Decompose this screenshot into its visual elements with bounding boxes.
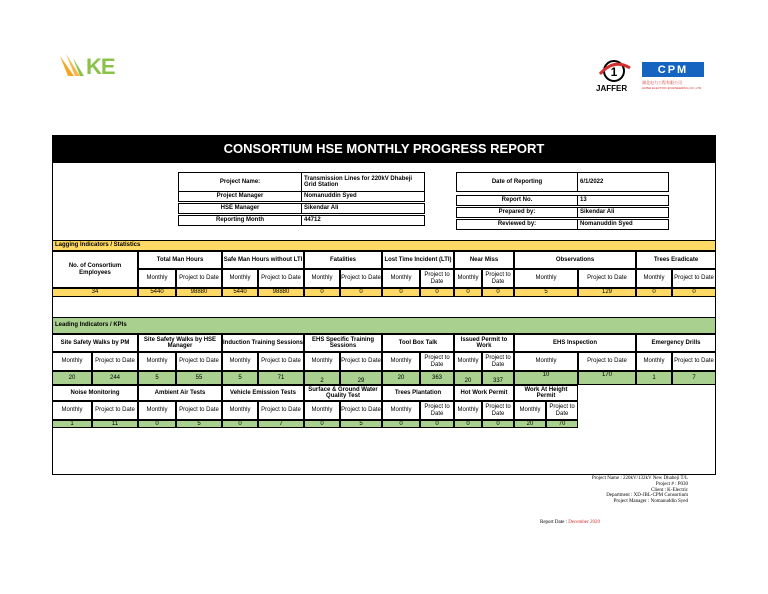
info-value-project-manager: Nomanuddin Syed: [301, 191, 425, 202]
cpm-logo: [640, 60, 708, 94]
lag-sub: Monthly: [304, 269, 340, 288]
lag-val: 0: [454, 288, 482, 297]
lead-sub: Monthly: [454, 401, 482, 420]
lead-sub: Monthly: [222, 401, 258, 420]
lead-sub: Project to Date: [92, 401, 138, 420]
lead-val: 0: [304, 420, 340, 428]
footer-report-date: [540, 520, 652, 526]
lag-val: 98880: [258, 288, 304, 297]
lead-val: 337: [482, 371, 514, 385]
lead-val: 20: [514, 420, 546, 428]
report-date-label: Report Date :: [540, 520, 567, 525]
lag-val: 0: [672, 288, 716, 297]
lead-val: 0: [222, 420, 258, 428]
lead-sub: Project to Date: [578, 352, 636, 371]
leading-band: Leading Indicators / KPIs: [52, 317, 716, 334]
lag-val: 0: [420, 288, 454, 297]
lag-title-observations: Observations: [514, 251, 636, 269]
lead-val: 70: [546, 420, 578, 428]
footer-line: Department : XD-JBL-CPM Consortium: [606, 493, 688, 499]
footer-project-info: [500, 476, 688, 505]
lead-val: 20: [454, 371, 482, 385]
lead-title-hot-work-permit: Hot Work Permit: [454, 385, 514, 401]
report-title: CONSORTIUM HSE MONTHLY PROGRESS REPORT: [52, 135, 716, 163]
info-value-reporting-month: 44712: [301, 215, 425, 226]
lead-sub: Project to Date: [482, 352, 514, 371]
info-label-date-of-reporting: Date of Reporting: [456, 172, 578, 192]
lead-sub: Monthly: [304, 401, 340, 420]
info-label-project-manager: Project Manager: [178, 191, 302, 202]
lag-sub: Project to Date: [420, 269, 454, 288]
lead-sub: Monthly: [222, 352, 258, 371]
lead-sub: Monthly: [636, 352, 672, 371]
info-label-hse-manager: HSE Manager: [178, 203, 302, 214]
lag-title-total-man-hours: Total Man Hours: [138, 251, 222, 269]
employees-value: 34: [52, 288, 138, 297]
lead-val: 170: [578, 371, 636, 385]
lead-sub: Project to Date: [258, 401, 304, 420]
lead-sub: Project to Date: [92, 352, 138, 371]
lag-sub: Project to Date: [672, 269, 716, 288]
lag-title-safe-man-hours: Safe Man Hours without LTI: [222, 251, 304, 269]
lead-title-tool-box-talk: Tool Box Talk: [382, 334, 454, 352]
lead-sub: Project to Date: [420, 401, 454, 420]
svg-text:1: 1: [610, 65, 618, 79]
lag-sub: Monthly: [222, 269, 258, 288]
info-value-date-of-reporting: 6/1/2022: [577, 172, 669, 192]
lag-sub: Project to Date: [340, 269, 382, 288]
lead-title-ehs-inspection: EHS Inspection: [514, 334, 636, 352]
employees-label: No. of Consortium Employees: [52, 251, 138, 288]
lag-val: 5440: [222, 288, 258, 297]
lead-sub: Project to Date: [340, 401, 382, 420]
footer-line: Project # : P030: [655, 481, 688, 487]
lead-val: 20: [52, 371, 92, 385]
lead-val: 11: [92, 420, 138, 428]
lag-sub: Monthly: [138, 269, 176, 288]
lag-val: 0: [304, 288, 340, 297]
lead-val: 5: [222, 371, 258, 385]
lead-val: 5: [176, 420, 222, 428]
cpm-logo-sub2: HUBEI ELECTRIC ENGINEERING CO.,LTD.: [642, 86, 702, 90]
lead-title-issued-permit: Issued Permit to Work: [454, 334, 514, 352]
lead-val: 244: [92, 371, 138, 385]
lag-val: 0: [340, 288, 382, 297]
lag-sub: Project to Date: [258, 269, 304, 288]
lead-sub: Monthly: [138, 352, 176, 371]
lag-sub: Monthly: [636, 269, 672, 288]
lead-sub: Project to Date: [340, 352, 382, 371]
lead-title-work-at-height: Work At Height Permit: [514, 385, 578, 401]
lead-val: 0: [382, 420, 420, 428]
lead-val: 7: [672, 371, 716, 385]
cpm-logo-box: [642, 62, 704, 77]
lead-title-induction-training: Induction Training Sessions: [222, 334, 304, 352]
footer-line: Project Name : 220kV/132kV New Dhabeji T/L: [591, 476, 688, 481]
lead-sub: Project to Date: [420, 352, 454, 371]
lag-val: 129: [578, 288, 636, 297]
lag-title-trees-eradicate: Trees Eradicate: [636, 251, 716, 269]
lead-sub: Monthly: [52, 352, 92, 371]
jaffer-mark-icon: [596, 60, 632, 82]
lead-sub: Monthly: [138, 401, 176, 420]
lag-sub: Project to Date: [578, 269, 636, 288]
info-value-prepared-by: Sikendar Ali: [577, 207, 669, 218]
lag-val: 0: [482, 288, 514, 297]
lead-sub: Monthly: [304, 352, 340, 371]
lead-title-water-quality: Surface & Ground Water Quality Test: [304, 385, 382, 401]
info-value-hse-manager: Sikendar Ali: [301, 203, 425, 214]
lead-val: 0: [482, 420, 514, 428]
lead-val: 71: [258, 371, 304, 385]
info-value-report-no: 13: [577, 195, 669, 206]
ke-logo: [58, 52, 128, 82]
lead-sub: Project to Date: [672, 352, 716, 371]
lag-sub: Monthly: [454, 269, 482, 288]
lead-title-trees-plantation: Trees Plantation: [382, 385, 454, 401]
lag-sub: Project to Date: [482, 269, 514, 288]
lead-val: 1: [52, 420, 92, 428]
lag-val: 0: [636, 288, 672, 297]
lead-title-emergency-drills: Emergency Drills: [636, 334, 716, 352]
lead-sub: Monthly: [514, 352, 578, 371]
info-label-reporting-month: Reporting Month: [178, 215, 302, 226]
lead-val: 5: [138, 371, 176, 385]
lead-sub: Project to Date: [258, 352, 304, 371]
lead-val: 55: [176, 371, 222, 385]
info-value-project-name: Transmission Lines for 220kV Dhabeji Grid Station: [301, 172, 425, 192]
lead-val: 7: [258, 420, 304, 428]
jaffer-logo-text: JAFFER: [596, 84, 628, 93]
lag-title-lti: Lost Time Incident (LTI): [382, 251, 454, 269]
footer-line: Project Manager : Nomanuddin Syed: [613, 499, 688, 504]
footer-line: Client : K-Electric: [651, 487, 688, 493]
lead-sub: Monthly: [454, 352, 482, 371]
lag-title-near-miss: Near Miss: [454, 251, 514, 269]
cpm-logo-text: CPM: [657, 63, 689, 76]
lead-title-ambient-air: Ambient Air Tests: [138, 385, 222, 401]
lead-val: 29: [340, 371, 382, 385]
lead-val: 363: [420, 371, 454, 385]
lagging-band: Lagging Indicators / Statistics: [52, 240, 716, 251]
lead-val: 1: [636, 371, 672, 385]
info-label-reviewed-by: Reviewed by:: [456, 219, 578, 230]
lead-sub: Project to Date: [176, 352, 222, 371]
lag-val: 0: [382, 288, 420, 297]
info-value-reviewed-by: Nomanuddin Syed: [577, 219, 669, 230]
info-label-project-name: Project Name:: [178, 172, 302, 192]
lead-title-safety-walks-hse: Site Safety Walks by HSE Manager: [138, 334, 222, 352]
lead-val: 20: [382, 371, 420, 385]
lead-title-safety-walks-pm: Site Safety Walks by PM: [52, 334, 138, 352]
lag-sub: Monthly: [514, 269, 578, 288]
jaffer-logo: [596, 60, 636, 94]
lead-title-noise-monitoring: Noise Monitoring: [52, 385, 138, 401]
lead-val: 0: [454, 420, 482, 428]
lead-sub: Monthly: [52, 401, 92, 420]
lag-title-fatalities: Fatalities: [304, 251, 382, 269]
ke-logo-text: KE: [86, 54, 115, 79]
cpm-logo-sub: 湖北电力工程有限公司: [642, 80, 682, 85]
lead-val: 2: [304, 371, 340, 385]
lead-title-ehs-specific-training: EHS Specific Training Sessions: [304, 334, 382, 352]
lag-val: 98880: [176, 288, 222, 297]
lag-sub: Monthly: [382, 269, 420, 288]
info-label-prepared-by: Prepared by:: [456, 207, 578, 218]
lead-title-vehicle-emission: Vehicle Emission Tests: [222, 385, 304, 401]
lead-val: 0: [420, 420, 454, 428]
lead-val: 0: [138, 420, 176, 428]
lead-val: 10: [514, 371, 578, 385]
lead-sub: Project to Date: [482, 401, 514, 420]
report-date-value: December 2020: [568, 520, 600, 525]
lag-sub: Project to Date: [176, 269, 222, 288]
lag-val: 5440: [138, 288, 176, 297]
lead-val: 5: [340, 420, 382, 428]
lead-sub: Monthly: [382, 352, 420, 371]
lead-sub: Monthly: [382, 401, 420, 420]
lead-sub: Monthly: [514, 401, 546, 420]
info-label-report-no: Report No.: [456, 195, 578, 206]
lead-sub: Project to Date: [546, 401, 578, 420]
lead-sub: Project to Date: [176, 401, 222, 420]
lag-val: 5: [514, 288, 578, 297]
